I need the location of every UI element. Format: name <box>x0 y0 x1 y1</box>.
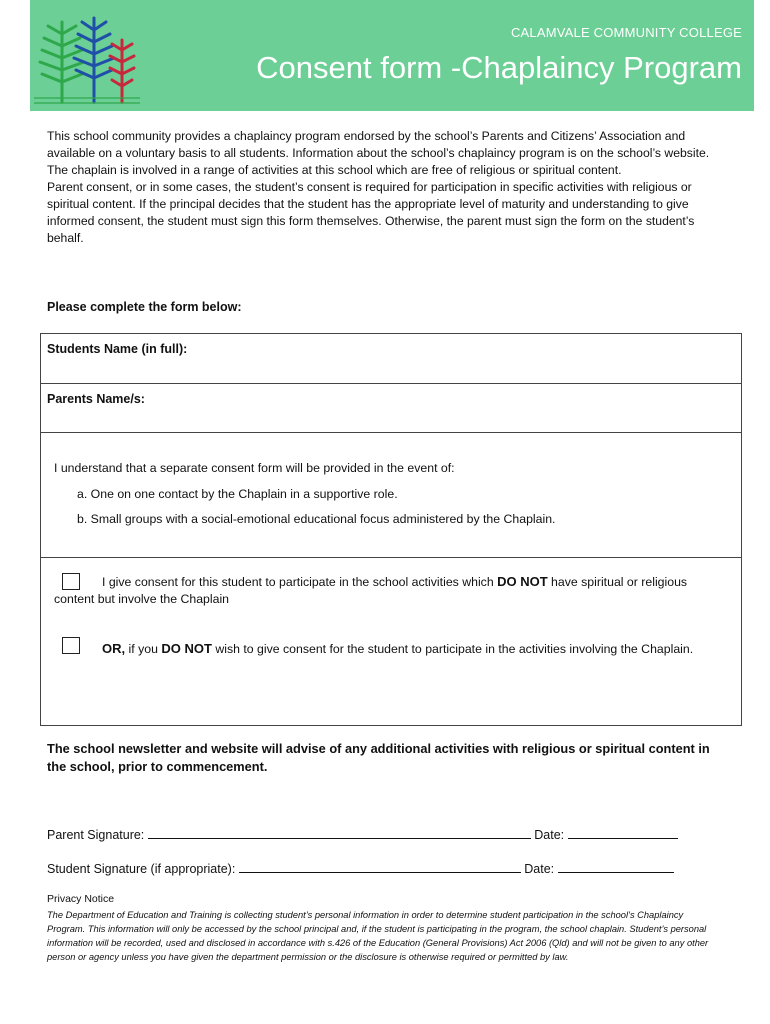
intro-text <box>47 128 727 247</box>
student-signature-label: Student Signature (if appropriate): <box>47 862 236 876</box>
decline-emphasis: DO NOT <box>161 641 212 656</box>
consent-text-part: have spiritual or religious content but involve the Chaplain <box>54 575 688 606</box>
decline-text-part: if you <box>125 642 162 656</box>
consent-emphasis: DO NOT <box>497 574 548 589</box>
parent-date-field[interactable] <box>568 825 678 839</box>
student-name-label: Students Name (in full): <box>47 342 188 356</box>
date-label: Date: <box>534 828 565 842</box>
parent-name-label: Parents Name/s: <box>47 392 145 406</box>
privacy-title: Privacy Notice <box>47 893 115 905</box>
intro-paragraph: This school community provides a chaplaincy program endorsed by the school’s Parents and Citizens’ Association and available on a voluntary basis to all students. Information about the school’s chaplaincy program is on the school’s website. The chaplain is involved in a range of activities at this school which are free of religious or spiritual content. <box>47 129 710 177</box>
consent-text-part: I give consent for this student to participate in the school activities which <box>102 575 498 589</box>
consent-form-table <box>40 333 742 726</box>
student-date-field[interactable] <box>558 859 674 873</box>
student-name-row[interactable] <box>41 334 741 384</box>
page-title: Consent form -Chaplaincy Program <box>256 50 742 85</box>
college-name: CALAMVALE COMMUNITY COLLEGE <box>510 25 742 40</box>
parent-signature-field[interactable] <box>148 825 531 839</box>
intro-paragraph: Parent consent, or in some cases, the student’s consent is required for participation in specific activities with religious or spiritual content. If the principal decides that the student has the appropriate level of maturity and understanding to give informed consent, the student must sign this form themselves. Otherwise, the parent must sign the form on the student’s behalf. <box>47 180 695 245</box>
parent-signature-label: Parent Signature: <box>47 828 145 842</box>
parent-signature-line <box>47 825 678 842</box>
decline-or: OR, <box>102 641 126 656</box>
college-tree-logo <box>34 14 144 106</box>
newsletter-notice: The school newsletter and website will advise of any additional activities with religious or spiritual content in the school, prior to commencement. <box>47 741 710 774</box>
decline-option-text <box>54 640 714 658</box>
student-signature-field[interactable] <box>239 859 521 873</box>
option-a: a. One on one contact by the Chaplain in a supportive role. <box>77 487 398 501</box>
privacy-notice: The Department of Education and Training is collecting student’s personal information in order to determine student participation in the school’s Chaplaincy Program. This information will only be accessed by the school principal and, if the student is participating in the program, the school chaplain. Student’s personal information will be recorded, used and disclosed in accordance with s.426 of the Education (General Provisions) Act 2006 (Qld) and will not be given to any other person or agency unless you have given the department permission or the disclosure is otherwise required or permitted by law. <box>47 910 709 962</box>
understanding-section <box>41 433 741 558</box>
form-heading: Please complete the form below: <box>47 300 242 314</box>
date-label: Date: <box>524 862 555 876</box>
decline-text-part: wish to give consent for the student to participate in the activities involving the Chaplain. <box>211 642 694 656</box>
consent-option-text <box>54 573 714 608</box>
option-b: b. Small groups with a social-emotional educational focus administered by the Chaplain. <box>77 512 556 526</box>
parent-name-row[interactable] <box>41 384 741 433</box>
student-signature-line <box>47 859 674 876</box>
understand-statement: I understand that a separate consent form will be provided in the event of: <box>54 461 455 475</box>
header-band <box>30 0 754 111</box>
